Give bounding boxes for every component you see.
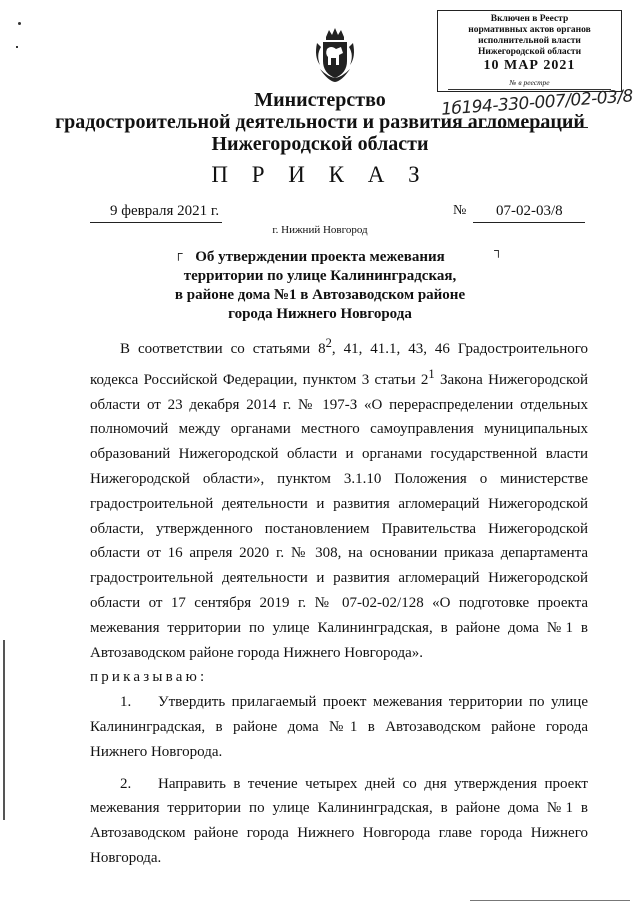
stamp-registry-label: № в реестре xyxy=(509,78,550,87)
corner-mark-left: ┌ xyxy=(174,246,183,260)
subject-line: города Нижнего Новгорода xyxy=(228,306,412,322)
ministry-title: Министерство xyxy=(254,89,386,111)
corner-mark-right: ┐ xyxy=(494,243,503,257)
item-number: 2. xyxy=(120,775,132,792)
city: г. Нижний Новгород xyxy=(272,224,368,236)
ministry-title: градостроительной деятельности и развития агломераций xyxy=(55,111,585,133)
order-item-1 xyxy=(90,690,588,764)
date-underline xyxy=(90,222,222,223)
subject-line: в районе дома №1 в Автозаводском районе xyxy=(174,287,466,303)
stamp-line: Включен в Реестр xyxy=(490,14,569,24)
document-type: П Р И К А З xyxy=(211,162,429,187)
order-word: приказываю: xyxy=(90,669,208,686)
subject-line: территории по улице Калининградская, xyxy=(183,268,457,284)
margin-speck xyxy=(18,22,21,25)
order-date: 9 февраля 2021 г. xyxy=(110,203,220,219)
preamble-paragraph: В соответствии со статьями $8^2$, 41, 41.1, 43, 46 Градостроительного кодекса Российской Федерации, пунктом 3 статьи $2^1$ Закона Нижегородской области от 23 декабря 2014 г. № 197-З «О перераспределении отдельных полномочий между органами местного самоуправления муниципальных образований Нижегородской области и органами государственной власти Нижегородской области», пунктом 3.1.10 Положения о министерстве градостроительной деятельности и развития агломераций Нижегородской области, утвержденного постановлением Правительства Нижегородской области от 16 апреля 2020 г. № 308, на основании приказа департамента градостроительной деятельности и развития агломераций Нижегородской области от 17 сентября 2019 г. № 07-02-02/128 «О подготовке проекта межевания территории по улице Калининградская, в районе дома №1 в Автозаводском районе города Нижнего Новгорода». xyxy=(90,336,588,661)
coat-of-arms-icon xyxy=(312,27,358,83)
item-number: 1. xyxy=(120,694,132,711)
scan-edge-line xyxy=(3,640,5,820)
order-body xyxy=(90,331,588,871)
ministry-title: Нижегородской области xyxy=(211,133,429,155)
item-text: Утвердить прилагаемый проект межевания территории по улице Калининградская, в районе дома №1 в Автозаводском районе города Нижнего Новгорода. xyxy=(90,694,588,760)
stamp-line: Нижегородской области xyxy=(477,47,582,57)
number-underline xyxy=(473,222,585,223)
stamp-date: 10 МАР 2021 xyxy=(483,58,576,73)
order-item-2 xyxy=(90,772,588,871)
strike-through-mark xyxy=(440,127,588,128)
margin-speck xyxy=(16,46,18,48)
item-text: Направить в течение четырех дней со дня утверждения проект межевания территории по улице Калининградская, в районе дома №1 в Автозаводском районе города Нижнего Новгорода главе города Нижнего Новгорода. xyxy=(90,775,588,866)
order-number-label: № xyxy=(453,203,467,218)
scan-edge-line xyxy=(470,900,630,901)
handwritten-registry-number: 1б194-330-007/02-03/8 xyxy=(440,86,634,120)
stamp-line: исполнительной власти xyxy=(478,36,581,46)
stamp-line: нормативных актов органов xyxy=(468,25,591,35)
subject-line: Об утверждении проекта межевания xyxy=(195,249,445,265)
order-subject xyxy=(150,248,490,324)
order-number: 07-02-03/8 xyxy=(496,203,563,219)
registry-stamp xyxy=(437,10,622,92)
